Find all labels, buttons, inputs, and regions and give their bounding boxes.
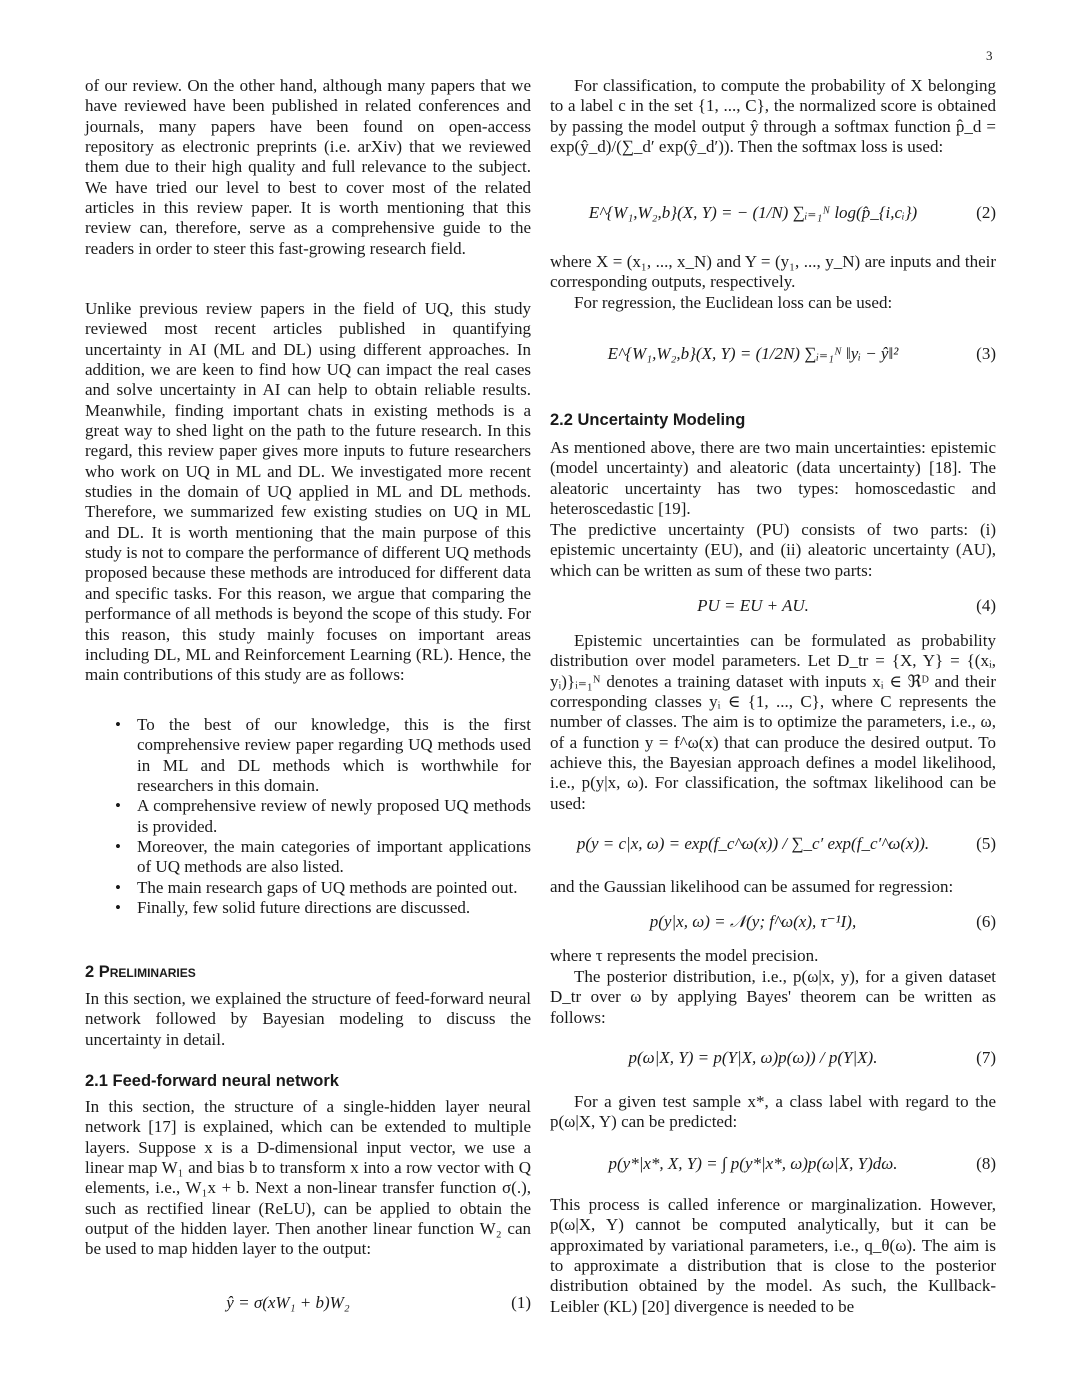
subsection-heading: 2.2 Uncertainty Modeling: [550, 411, 746, 429]
list-item: • A comprehensive review of newly proposed UQ methods is provided.: [85, 796, 531, 837]
paragraph: For regression, the Euclidean loss can be used:: [574, 293, 893, 312]
equation-body: p(y*|x*, X, Y) = ∫ p(y*|x*, ω)p(ω|X, Y)dω.: [608, 1154, 898, 1173]
paragraph: For a given test sample x*, a class label with regard to the p(ω|X, Y) can be predicted:: [550, 1092, 996, 1132]
equation-number: (3): [976, 344, 996, 363]
section-heading: 2 Preliminaries: [85, 963, 196, 981]
equation-7: [550, 1048, 996, 1078]
paragraph: In this section, the structure of a single-hidden layer neural network [17] is explained, which can be extended to multiple layers. Suppose x is a D-dimensional input vector, we use a linear map W₁ and bias b to transform x into a row vector with Q elements, i.e., W₁x + b. Next a non-linear transfer function σ(.), such as rectified linear (ReLU), can be applied to obtain the output of the hidden layer. Then another linear function W₂ can be used to map hidden layer to the output:: [85, 1097, 531, 1259]
paragraph: As mentioned above, there are two main uncertainties: epistemic (model uncertainty) and aleatoric (data uncertainty) [18]. The aleatoric uncertainty has two types: homoscedastic and heteroscedastic [19].: [550, 438, 996, 519]
equation-body: p(y|x, ω) = 𝒩(y; f^ω(x), τ⁻¹I),: [649, 912, 857, 931]
paragraph: where τ represents the model precision.: [550, 946, 819, 965]
equation-1: [85, 1293, 531, 1323]
contributions-list: [85, 715, 531, 918]
list-item: • The main research gaps of UQ methods are pointed out.: [85, 878, 531, 898]
equation-2: [550, 203, 996, 233]
equation-number: (7): [976, 1048, 996, 1067]
paragraph: Epistemic uncertainties can be formulated as probability distribution over model parameters. Let D_tr = {X, Y} = {(xᵢ, yᵢ)}ᵢ₌₁ᴺ denotes a training dataset with inputs xᵢ ∈ ℜᴰ and their corresponding classes yᵢ ∈ {1, ..., C}, where C represents the number of classes. The aim is to optimize the parameters, i.e., ω, of a function y = f^ω(x) that can produce the desired output. To achieve this, the Bayesian approach defines a model likelihood, i.e., p(y|x, ω). For classification, the softmax likelihood can be used:: [550, 631, 996, 813]
left-column: [85, 0, 531, 1397]
equation-8: [550, 1154, 996, 1184]
paragraph: For classification, to compute the probability of X belonging to a label c in the set {1, ..., C}, the normalized score is obtained by passing the model output ŷ through a softmax function p̂_d = exp(ŷ_d)/(∑_d′ exp(ŷ_d′)). Then the softmax loss is used:: [550, 76, 996, 157]
equation-4: [550, 596, 996, 626]
subsection-heading: 2.1 Feed-forward neural network: [85, 1072, 339, 1090]
paragraph: The predictive uncertainty (PU) consists of two parts: (i) epistemic uncertainty (EU), and (ii) aleatoric uncertainty (AU), which can be written as sum of these two parts:: [550, 520, 996, 580]
paragraph: where X = (x₁, ..., x_N) and Y = (y₁, ..., y_N) are inputs and their corresponding outputs, respectively.: [550, 252, 996, 292]
paragraph: Unlike previous review papers in the field of UQ, this study reviewed most recent articles published in quantifying uncertainty in AI (ML and DL) using different approaches. In addition, we are keen to find how UQ can impact the real cases and solve uncertainty in AI can help to obtain reliable results. Meanwhile, finding important chats in existing methods is a great way to shed light on the path to the future research. In this regard, this review paper gives more inputs to future researchers who work on UQ in ML and DL. We investigated more recent studies in the domain of UQ applied in ML and DL methods. Therefore, we summarized few existing studies on UQ in ML and DL. It is worth mentioning that the main purpose of this study is not to compare the performance of different UQ methods proposed because these methods are introduced for different data and specific tasks. For this reason, we argue that comparing the performance of all methods is beyond the scope of this study. For this reason, this study mainly focuses on important areas including DL, ML and Reinforcement Learning (RL). Hence, the main contributions of this study are as follows:: [85, 299, 531, 685]
paragraph: of our review. On the other hand, although many papers that we have reviewed have been published in related conferences and journals, many papers have been found on open-access repository as electronic preprints (i.e. arXiv) that we reviewed them due to their high quality and full relevance to the subject. We have tried our level to best to cover most of the related articles in this review paper. It is worth mentioning that this review can, therefore, serve as a comprehensive guide to the readers in order to steer this fast-growing research field.: [85, 76, 531, 258]
equation-body: ŷ = σ(xW₁ + b)W₂: [226, 1293, 350, 1312]
list-item: • Moreover, the main categories of important applications of UQ methods are also listed.: [85, 837, 531, 878]
equation-body: E^{W₁,W₂,b}(X, Y) = (1/2N) ∑ᵢ₌₁ᴺ ‖yᵢ − ŷ‖²: [607, 344, 899, 363]
equation-6: [550, 912, 996, 942]
list-item: • To the best of our knowledge, this is the first comprehensive review paper regarding UQ methods used in ML and DL methods which is worthwhile for researchers in this domain.: [85, 715, 531, 796]
equation-5: [550, 834, 996, 864]
equation-body: PU = EU + AU.: [697, 596, 809, 615]
equation-number: (4): [976, 596, 996, 615]
equation-number: (6): [976, 912, 996, 931]
equation-3: [550, 344, 996, 374]
list-item: • Finally, few solid future directions are discussed.: [85, 898, 531, 918]
equation-number: (5): [976, 834, 996, 853]
equation-body: p(ω|X, Y) = p(Y|X, ω)p(ω)) / p(Y|X).: [628, 1048, 878, 1067]
equation-body: p(y = c|x, ω) = exp(f_c^ω(x)) / ∑_c′ exp(f_c′^ω(x)).: [576, 834, 930, 853]
page-number: 3: [986, 48, 993, 63]
paragraph: The posterior distribution, i.e., p(ω|x, y), for a given dataset D_tr over ω by applying Bayes' theorem can be written as follows:: [550, 967, 996, 1027]
paragraph: This process is called inference or marginalization. However, p(ω|X, Y) cannot be computed analytically, but it can be approximated by variational parameters, i.e., q_θ(ω). The aim is to approximate a distribution that is close to the posterior distribution obtained by the model. As such, the Kullback-Leibler (KL) [20] divergence is needed to be: [550, 1195, 996, 1316]
right-column: [550, 0, 996, 1397]
equation-number: (1): [511, 1293, 531, 1312]
paragraph: and the Gaussian likelihood can be assumed for regression:: [550, 877, 954, 896]
equation-body: E^{W₁,W₂,b}(X, Y) = − (1/N) ∑ᵢ₌₁ᴺ log(p̂_{i,cᵢ}): [588, 203, 918, 222]
paragraph: In this section, we explained the structure of feed-forward neural network followed by Bayesian modeling to discuss the uncertainty in detail.: [85, 989, 531, 1049]
equation-number: (2): [976, 203, 996, 222]
equation-number: (8): [976, 1154, 996, 1173]
